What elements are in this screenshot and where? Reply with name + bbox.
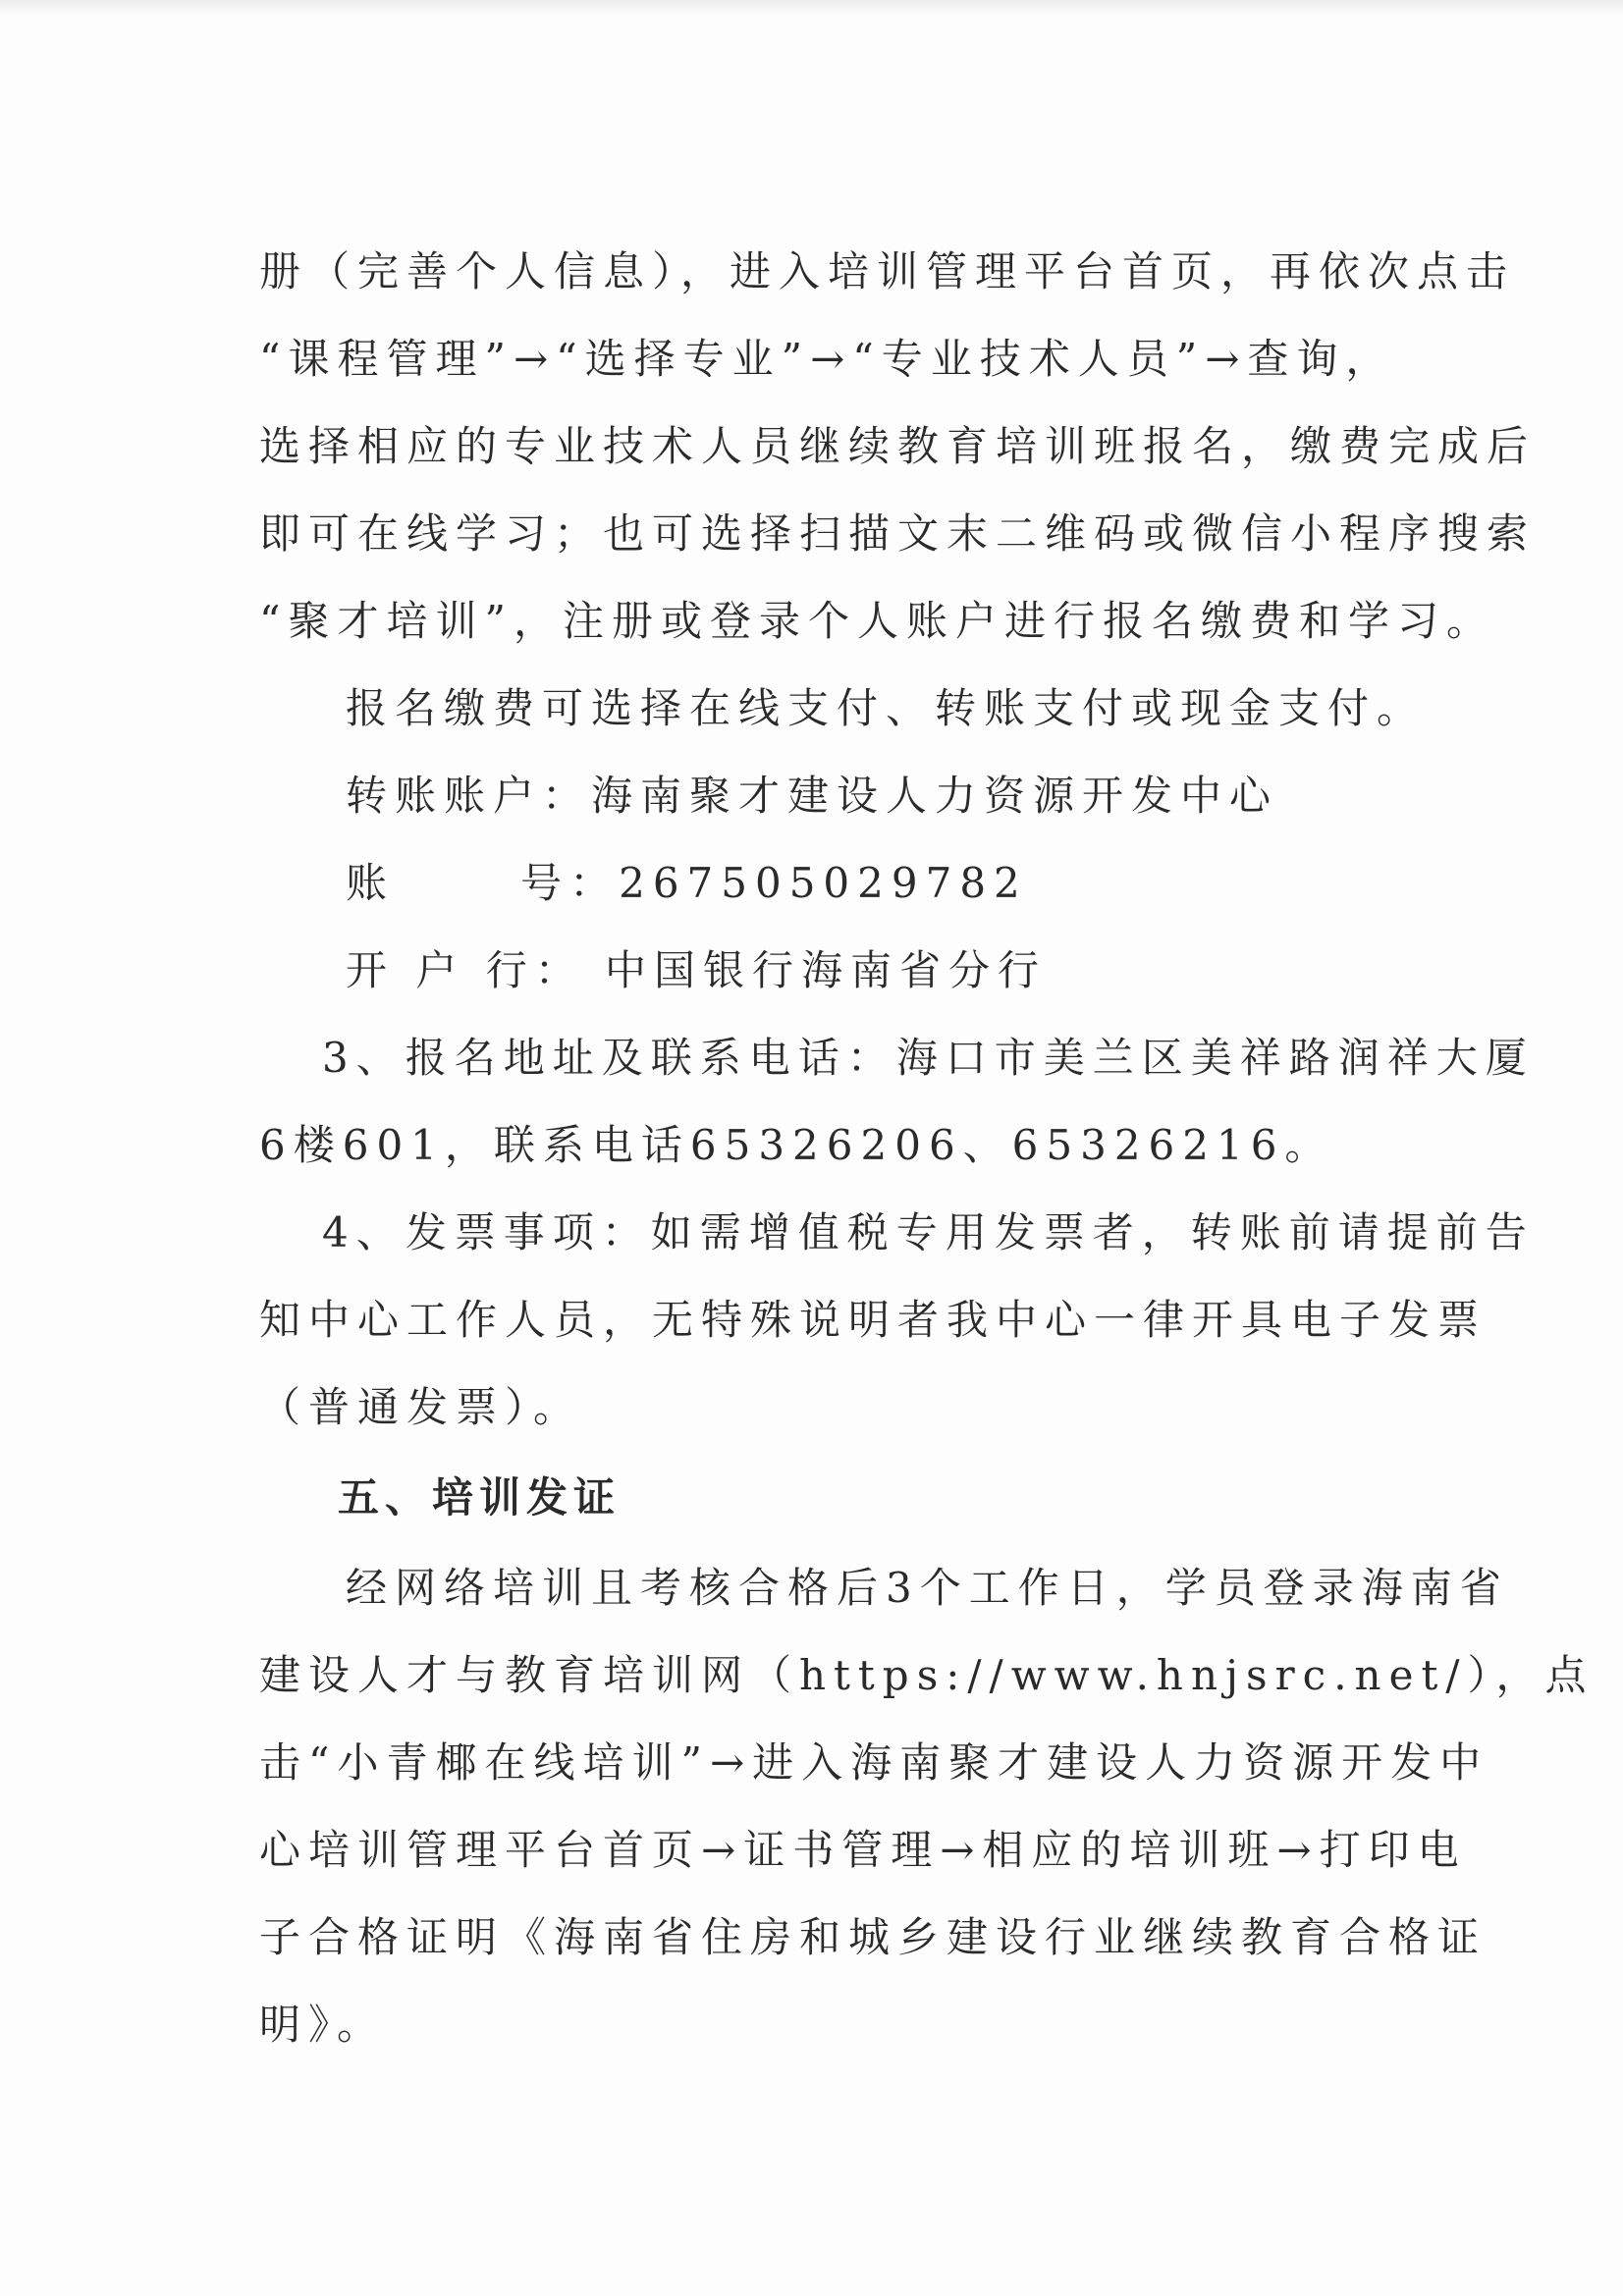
text-line: “课程管理”→“选择专业”→“专业技术人员”→查询， [259,335,1395,383]
item-4-line: 知中心工作人员，无特殊说明者我中心一律开具电子发票 [259,1296,1488,1344]
section-heading: 五、培训发证 [338,1473,622,1522]
item-4-line: 4、发票事项：如需增值税专用发票者，转账前请提前告 [322,1208,1535,1256]
document-body [259,228,1595,2068]
account-name: 转账账户：海南聚才建设人力资源开发中心 [346,772,1279,820]
bank-name: 开 户 行： 中国银行海南省分行 [346,946,1048,994]
section-5-line: 击“小青椰在线培训”→进入海南聚才建设人力资源开发中 [259,1738,1489,1787]
text-line: 选择相应的专业技术人员继续教育培训班报名，缴费完成后 [259,422,1537,470]
text-line: 即可在线学习；也可选择扫描文末二维码或微信小程序搜索 [259,509,1537,558]
item-3-line: 3、报名地址及联系电话：海口市美兰区美祥路润祥大厦 [322,1034,1535,1082]
text-line: “聚才培训”，注册或登录个人账户进行报名缴费和学习。 [259,597,1495,645]
section-5-line: 明》。 [259,2001,387,2049]
payment-methods: 报名缴费可选择在线支付、转账支付或现金支付。 [346,684,1427,732]
item-3-line: 6楼601，联系电话65326206、65326216。 [259,1121,1334,1169]
section-5-line: 经网络培训且考核合格后3个工作日，学员登录海南省 [346,1564,1509,1612]
section-5-line: 心培训管理平台首页→证书管理→相应的培训班→打印电 [259,1826,1467,1874]
item-4-line: （普通发票）。 [259,1383,583,1431]
text-line: 册（完善个人信息），进入培训管理平台首页，再依次点击 [259,247,1516,295]
section-5-line: 建设人才与教育培训网（https://www.hnjsrc.net/），点 [259,1651,1595,1699]
scan-edge [0,0,1623,14]
section-5-line: 子合格证明《海南省住房和城乡建设行业继续教育合格证 [259,1913,1488,1961]
account-number: 账 号：267505029782 [346,859,1028,907]
